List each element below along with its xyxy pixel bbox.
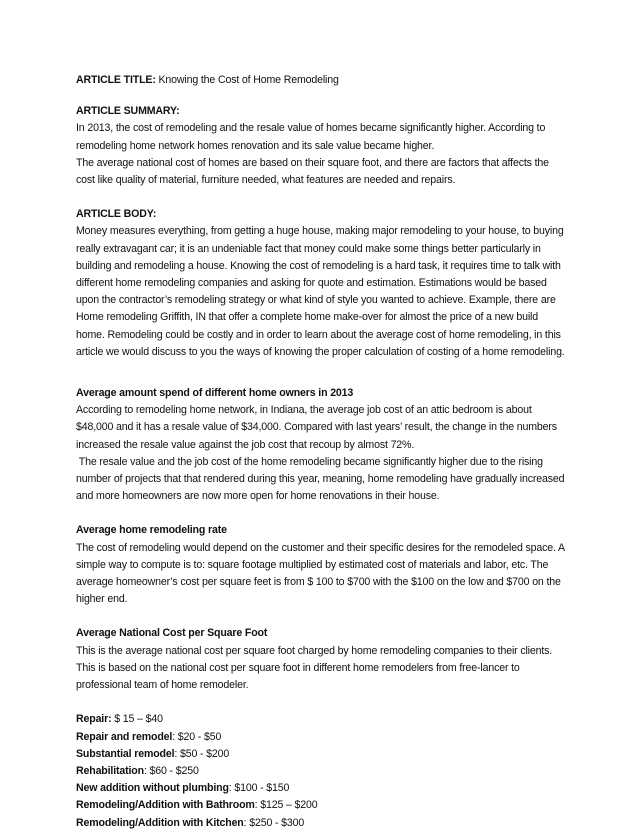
cost-item-label: Remodeling/Addition with Bathroom (76, 799, 255, 812)
section-heading: Average National Cost per Square Foot (76, 627, 268, 640)
cost-item-value: : $20 - $50 (172, 730, 222, 743)
cost-item (76, 729, 566, 746)
cost-list (76, 711, 566, 831)
cost-item-value: : $125 – $200 (254, 799, 318, 812)
cost-item-value: : $250 - $300 (243, 816, 305, 829)
section-heading: Average home remodeling rate (76, 524, 227, 537)
cost-item-label: Repair: (76, 713, 112, 726)
section-paragraph: According to remodeling home network, in Indiana, the average job cost of an attic bedroom is about $48,000 and it has a resale value of $34,000. Compared with last years’ result, the change in the numbers increased the resale value against the job cost that recoup by almost 72%. (76, 404, 557, 451)
cost-item (76, 815, 566, 832)
summary-paragraph: In 2013, the cost of remodeling and the resale value of homes became significantly higher. According to remodeling home network homes renovation and its sale value became higher. (76, 122, 546, 152)
cost-item (76, 780, 566, 797)
article-title (76, 72, 566, 89)
cost-item (76, 711, 566, 728)
section-paragraph: The resale value and the job cost of the home remodeling became significantly higher due to the rising number of projects that that rendered during this year, meaning, home remodeling have gradually increased and more homeowners are now more open for home renovations in their house. (76, 455, 568, 503)
cost-item-label: Rehabilitation (76, 764, 144, 777)
body-paragraph: Money measures everything, from getting a huge house, making major remodeling to your house, to buying really extravagant car; it is an undeniable fact that money could make some things better particularly in building and remodeling a house. Knowing the cost of remodeling is a hard task, it requires time to talk with different home remodeling companies and asking for quote and estimation. Estimations would be based upon the contractor’s remodeling strategy or what kind of style you wanted to achieve. Example, there are Home remodeling Griffith, IN that offer a complete home make-over for almost the price of a new build home. Remodeling could be costly and in order to learn about the average cost of home remodeling, in this article we would discuss to you the ways of knowing the proper calculation of costing of a home remodeling. (76, 225, 565, 358)
cost-item-label: New addition without plumbing (76, 782, 229, 795)
summary-paragraph: The average national cost of homes are based on their square foot, and there are factors that affects the cost like quality of material, furniture needed, what features are needed and repairs. (76, 156, 549, 187)
document-page (76, 72, 566, 832)
section-heading: Average amount spend of different home owners in 2013 (76, 387, 354, 400)
cost-item (76, 763, 566, 780)
cost-item-value: : $50 - $200 (174, 747, 230, 760)
cost-item-label: Substantial remodel (76, 747, 175, 760)
article-title-label: ARTICLE TITLE: (76, 74, 156, 86)
cost-item (76, 746, 566, 763)
article-body-label: ARTICLE BODY: (76, 208, 157, 221)
cost-item-label: Remodeling/Addition with Kitchen (76, 816, 244, 829)
cost-item-label: Repair and remodel (76, 730, 173, 743)
article-summary-label: ARTICLE SUMMARY: (76, 105, 180, 118)
section-paragraph: The cost of remodeling would depend on the customer and their specific desires for the remodeled space. A simple way to compute is to: square footage multiplied by estimated cost of materials and labor, etc. The average homeowner’s cost per square feet is from $ 100 to $700 with the $100 on the low and $700 on the higher end. (76, 541, 565, 606)
cost-item-value: : $60 - $250 (143, 764, 199, 777)
section-paragraph: This is the average national cost per square foot charged by home remodeling companies to their clients. This is based on the national cost per square foot in different home remodelers from free-lancer to professional team of home remodeler. (76, 644, 553, 692)
cost-item (76, 797, 566, 814)
article-title-text: Knowing the Cost of Home Remodeling (155, 74, 339, 86)
cost-item-value: $ 15 – $40 (111, 713, 163, 726)
cost-item-value: : $100 - $150 (228, 782, 290, 795)
